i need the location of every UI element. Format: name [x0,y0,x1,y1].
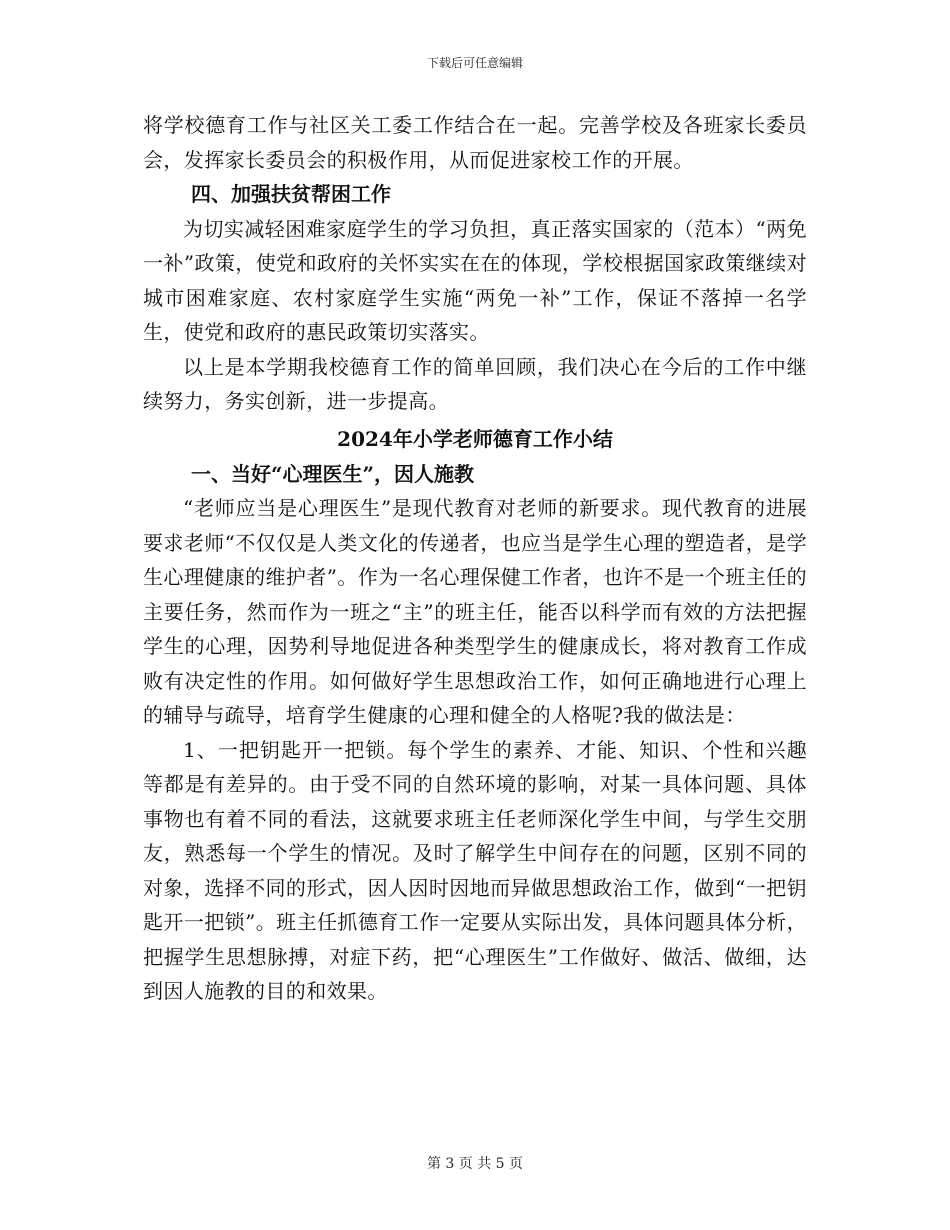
paragraph: 以上是本学期我校德育工作的简单回顾，我们决心在今后的工作中继续努力，务实创新，进一步提高。 [143,354,807,413]
page-number-footer: 第 3 页 共 5 页 [426,1156,524,1172]
section-heading: 四、加强扶贫帮困工作 [191,182,391,206]
section-heading: 一、当好“心理医生”，因人施教 [191,461,475,486]
paragraph: 为切实减轻困难家庭学生的学习负担，真正落实国家的（范本）“两免一补”政策，使党和政府的关怀实实在在的体现，学校根据国家政策继续对城市困难家庭、农村家庭学生实施“两免一补”工作，保证不落掉一名学生，使党和政府的惠民政策切实落实。 [143,216,807,344]
page-header: 下载后可任意编辑 [426,56,523,70]
paragraph: 将学校德育工作与社区关工委工作结合在一起。完善学校及各班家长委员会，发挥家长委员会的积极作用，从而促进家校工作的开展。 [143,113,807,172]
document-body [143,108,807,1009]
document-title: 2024年小学老师德育工作小结 [337,426,613,451]
paragraph: 1、一把钥匙开一把锁。每个学生的素养、才能、知识、个性和兴趣等都是有差异的。由于受不同的自然环境的影响，对某一具体问题、具体事物也有着不同的看法，这就要求班主任老师深化学生中间，与学生交朋友，熟悉每一个学生的情况。及时了解学生中间存在的问题，区别不同的对象，选择不同的形式，因人因时因地而异做思想政治工作，做到“一把钥匙开一把锁”。班主任抓德育工作一定要从实际出发，具体问题具体分析，把握学生思想脉搏，对症下药，把“心理医生”工作做好、做活、做细，达到因人施教的目的和效果。 [143,737,807,1003]
paragraph: “老师应当是心理医生”是现代教育对老师的新要求。现代教育的进展要求老师“不仅仅是人类文化的传递者，也应当是学生心理的塑造者，是学生心理健康的维护者”。作为一名心理保健工作者，也许不是一个班主任的主要任务，然而作为一班之“主”的班主任，能否以科学而有效的方法把握学生的心理，因势利导地促进各种类型学生的健康成长，将对教育工作成败有决定性的作用。如何做好学生思想政治工作，如何正确地进行心理上的辅导与疏导，培育学生健康的心理和健全的人格呢?我的做法是： [143,496,807,727]
